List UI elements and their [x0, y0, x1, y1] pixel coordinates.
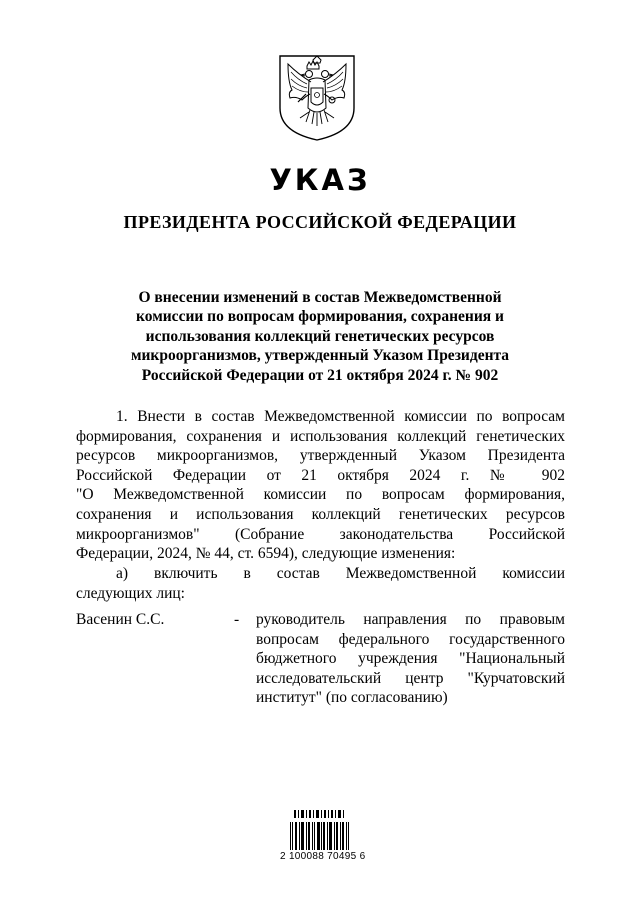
- role-line: вопросам федерального государственного: [256, 630, 565, 648]
- text-line: микроорганизмов" (Собрание законодательства Российской: [76, 525, 565, 543]
- barcode-block: [280, 810, 366, 862]
- role-line: институт" (по согласованию): [256, 689, 448, 707]
- text-line: Российской Федерации от 21 октября 2024 г. № 902: [76, 466, 565, 484]
- role-line: исследовательский центр "Курчатовский: [256, 669, 565, 687]
- barcode-icon: [280, 810, 360, 850]
- text-line: а) включить в состав Межведомственной комиссии: [116, 565, 565, 582]
- heading-line: О внесении изменений в состав Межведомственной: [138, 289, 502, 306]
- member-entry: [76, 610, 565, 710]
- text-line: Федерации, 2024, № 44, ст. 6594), следующие изменения:: [76, 545, 456, 563]
- member-name: Васенин С.С.: [76, 611, 165, 628]
- paragraph-2: [76, 564, 565, 603]
- heading-line: использования коллекций генетических ресурсов: [145, 327, 495, 345]
- text-line: следующих лиц:: [76, 584, 185, 602]
- text-line: "О Межведомственной комиссии по вопросам формирования,: [76, 486, 565, 504]
- heading-line: комиссии по вопросам формирования, сохранения и: [136, 308, 504, 326]
- text-line: формирования, сохранения и использования коллекций генетических: [76, 427, 565, 445]
- document-title: УКАЗ: [269, 163, 371, 197]
- member-role: [256, 610, 565, 708]
- heading-line: Российской Федерации от 21 октября 2024 г. № 902: [141, 366, 499, 384]
- text-line: сохранения и использования коллекций генетических ресурсов: [76, 505, 565, 523]
- text-line: ресурсов микроорганизмов, утвержденный Указом Президента: [76, 447, 565, 465]
- role-line: бюджетного учреждения "Национальный: [256, 650, 565, 668]
- member-dash: -: [234, 611, 240, 628]
- text-line: 1. Внести в состав Межведомственной комиссии по вопросам: [116, 408, 565, 425]
- heading-line: микроорганизмов, утвержденный Указом Президента: [130, 347, 510, 365]
- document-subtitle: ПРЕЗИДЕНТА РОССИЙСКОЙ ФЕДЕРАЦИИ: [123, 212, 517, 232]
- decree-heading: [110, 288, 530, 385]
- role-line: руководитель направления по правовым: [256, 611, 565, 628]
- paragraph-1: [76, 407, 565, 564]
- state-emblem-icon: [276, 52, 358, 144]
- barcode-number: 2 100088 70495 6: [280, 851, 366, 862]
